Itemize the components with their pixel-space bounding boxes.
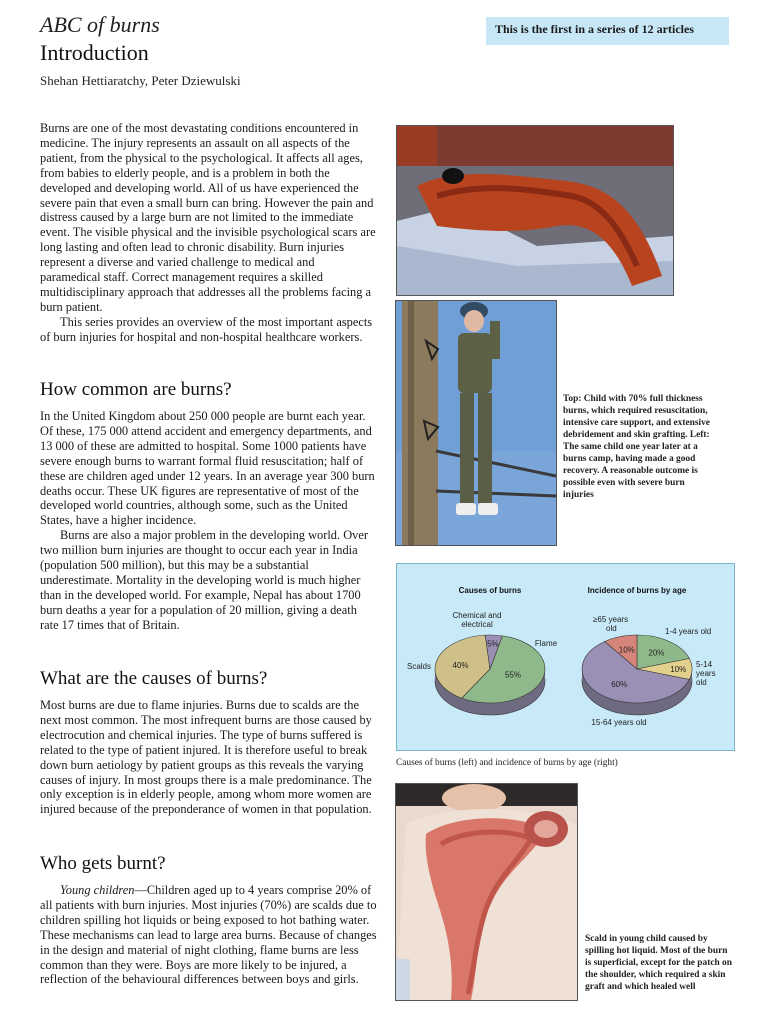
pie-value-label: 5% bbox=[487, 639, 499, 649]
intro-paragraph-1: Burns are one of the most devastating conditions encountered in medicine. The injury represents an assault on all aspects of the patient, from the physical to the psychological. It affects all ages, from babies to elderly people, and is a problem in both the developed and developing world. All of us have experienced the severe pain that even a small burn can bring. However the pain and distress caused by a large burn are not limited to the immediate event. The visible physical and the invisible psychological scars are long lasting and often lead to chronic disability. Burn injuries represent a diverse and varied challenge to medical and paramedical staff. Correct management requires a skilled multidisciplinary approach that addresses all the problems facing a burn patient. bbox=[40, 121, 376, 314]
who-paragraph-1: —Children aged up to 4 years comprise 20% of all patients with burn injuries. Most injuries (70%) are scalds due to children spilling hot liquids or being exposed to hot bathing water. These mechanisms can lead to large area burns. Because of changes in the design and material of night clothing, flame burns are less common than they were. Boys are more likely to be injured, a reflection of the behavioural differences between boys and girls. bbox=[40, 883, 377, 987]
caption-photos-top: Top: Child with 70% full thickness burns, which required resuscitation, intensive care support, and extensive debridement and skin grafting. Left: The same child one year later at a burns camp, having made a good recovery. A reasonable outcome is possible even with severe burn injuries bbox=[563, 394, 710, 500]
how-common-paragraph-1: In the United Kingdom about 250 000 people are burnt each year. Of these, 175 000 attend accident and emergency departments, and 13 000 of these are admitted to hospital. Some 1000 patients have severe enough burns to warrant formal fluid resuscitation; half of these are children aged under 12 years. In an average year 300 burn deaths occur. These UK figures are representative of most of the developed world countries, although some, such as the United States, have a higher incidence. bbox=[40, 409, 375, 528]
caption-charts: Causes of burns (left) and incidence of burns by age (right) bbox=[396, 758, 618, 768]
photo-burn-patient bbox=[396, 125, 674, 296]
pie-value-label: 55% bbox=[504, 670, 521, 680]
pie-value-label: 10% bbox=[618, 645, 635, 655]
pie-value-label: 10% bbox=[670, 665, 687, 674]
section-who-gets-burnt bbox=[40, 883, 378, 987]
series-banner bbox=[486, 17, 729, 45]
section-how-common bbox=[40, 409, 378, 633]
article-title: Introduction bbox=[40, 40, 149, 65]
heading-how-common: How common are burns? bbox=[40, 379, 232, 400]
label-age-15-64: 15-64 years old bbox=[591, 718, 647, 727]
pie-charts bbox=[397, 564, 734, 750]
label-age-5-14-a: 5-14 bbox=[696, 660, 713, 669]
label-age-5-14-b: years bbox=[696, 669, 716, 678]
label-chemical-electrical-2: electrical bbox=[461, 620, 493, 629]
pie-value-label: 20% bbox=[648, 648, 665, 658]
intro-paragraph-2: This series provides an overview of the most important aspects of burn injuries for hospital and non-hospital healthcare workers. bbox=[40, 314, 373, 344]
photo-scald-child bbox=[395, 783, 578, 1001]
heading-causes: What are the causes of burns? bbox=[40, 668, 268, 689]
label-age-1-4: 1-4 years old bbox=[665, 627, 712, 636]
intro-text bbox=[40, 121, 378, 345]
label-age-65: ≥65 years bbox=[593, 615, 629, 624]
label-chemical-electrical-1: Chemical and bbox=[452, 611, 502, 620]
causes-paragraph-1: Most burns are due to flame injuries. Burns due to scalds are the next most common. The most infrequent burns are those caused by electrocution and chemical injuries. The type of burns suffered is related to the type of patient injured. It is therefore useful to break down burn aetiology by patient groups as this reveals the varying causes of injury. In most groups there is a male predominance. The only exception is in elderly people, among whom more women are injured because of the preponderance of women in that population. bbox=[40, 698, 372, 817]
chart-title-causes: Causes of burns bbox=[458, 586, 522, 595]
scald-child-illustration bbox=[396, 784, 577, 1000]
pie-value-label: 40% bbox=[452, 660, 469, 670]
pie-value-label: 60% bbox=[611, 680, 628, 690]
caption-scald: Scald in young child caused by spilling hot liquid. Most of the burn is superficial, except for the patch on the shoulder, which required a skin graft and which healed well bbox=[585, 934, 732, 992]
label-age-65-b: old bbox=[606, 624, 617, 633]
section-causes bbox=[40, 698, 378, 817]
photo-child-climbing bbox=[395, 300, 557, 546]
child-climbing-illustration bbox=[396, 301, 556, 545]
label-age-5-14-c: old bbox=[696, 678, 707, 687]
young-children-lead: Young children bbox=[60, 883, 135, 897]
label-flame: Flame bbox=[534, 639, 558, 648]
authors: Shehan Hettiaratchy, Peter Dziewulski bbox=[40, 73, 241, 88]
chart-panel bbox=[396, 563, 735, 751]
label-scalds: Scalds bbox=[406, 662, 432, 671]
how-common-paragraph-2: Burns are also a major problem in the developing world. Over two million burn injuries are thought to occur each year in India (population 500 million), but this may be a substantial underestimate. Mortality in the developing world is much higher than in the developed world. For example, Nepal has about 1700 burn deaths a year for a population of 20 million, giving a death rate 17 times that of Britain. bbox=[40, 528, 368, 632]
series-title: ABC of burns bbox=[40, 12, 160, 37]
pie-causes bbox=[435, 635, 545, 715]
heading-who-gets-burnt: Who gets burnt? bbox=[40, 853, 166, 874]
chart-title-age: Incidence of burns by age bbox=[587, 586, 687, 595]
pie-age bbox=[582, 635, 692, 715]
banner-text: This is the first in a series of 12 articles bbox=[495, 22, 694, 36]
burn-patient-illustration bbox=[397, 126, 673, 295]
